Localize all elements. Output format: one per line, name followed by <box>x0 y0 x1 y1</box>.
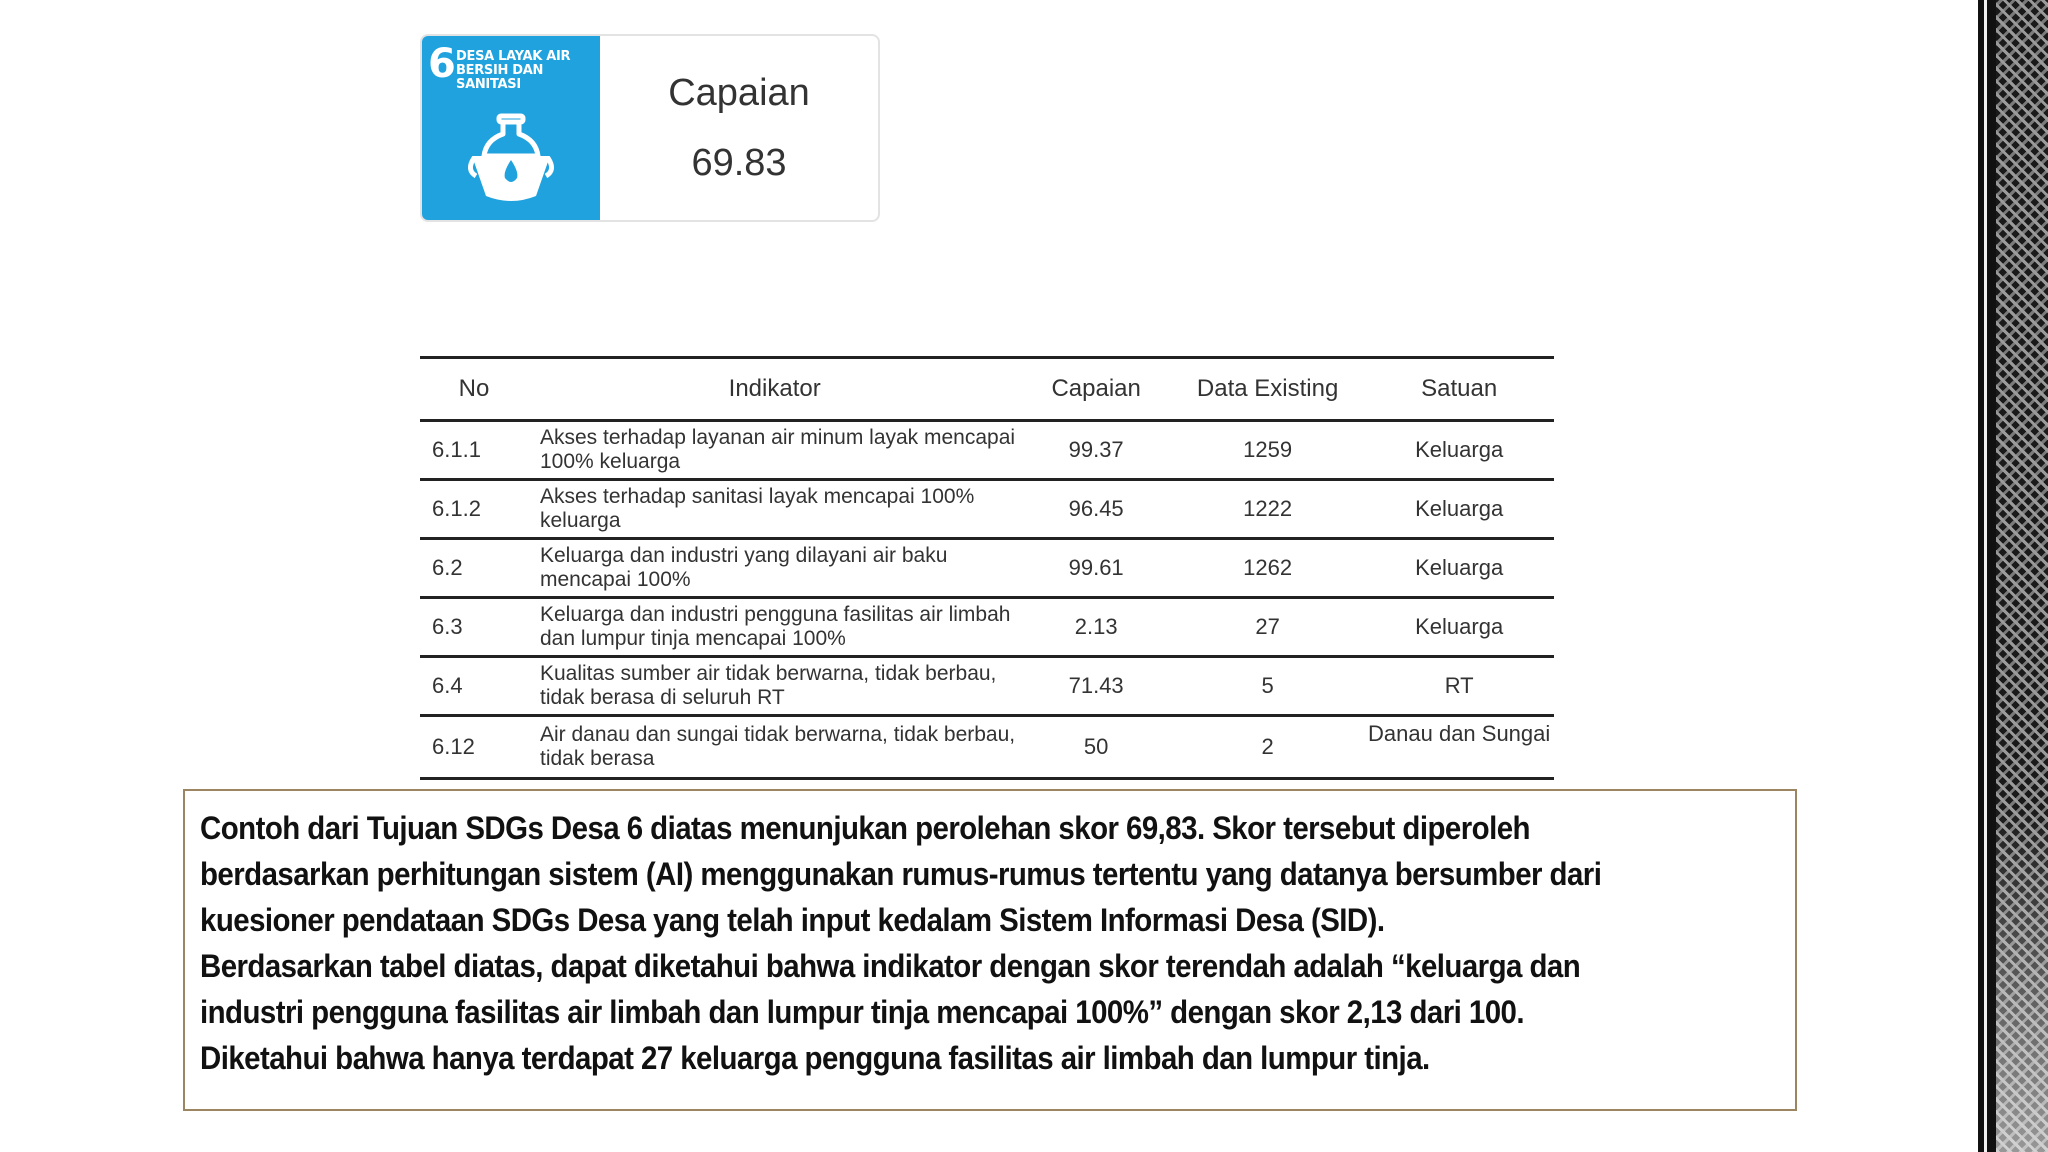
cell-indikator: Akses terhadap layanan air minum layak mencapai 100% keluarga <box>528 421 1021 480</box>
explanation-line: Diketahui bahwa hanya terdapat 27 keluarga pengguna fasilitas air limbah dan lumpur tinja. <box>200 1040 1430 1076</box>
cell-capaian: 71.43 <box>1021 657 1171 716</box>
capaian-value: 69.83 <box>691 142 787 184</box>
header-indikator: Indikator <box>528 358 1021 421</box>
cell-data-existing: 1259 <box>1171 421 1364 480</box>
explanation-line: Berdasarkan tabel diatas, dapat diketahui bahwa indikator dengan skor terendah adalah “keluarga dan <box>200 948 1581 984</box>
water-jug-icon <box>466 110 556 210</box>
cell-no: 6.2 <box>420 539 528 598</box>
cell-satuan: RT <box>1364 657 1554 716</box>
table-row <box>420 421 1554 480</box>
cell-no: 6.3 <box>420 598 528 657</box>
table-row <box>420 716 1554 779</box>
cell-data-existing: 2 <box>1171 716 1364 779</box>
capaian-label: Capaian <box>668 72 810 114</box>
table-row <box>420 539 1554 598</box>
explanation-line: kuesioner pendataan SDGs Desa yang telah input kedalam Sistem Informasi Desa (SID). <box>200 902 1385 938</box>
cell-data-existing: 5 <box>1171 657 1364 716</box>
header-satuan: Satuan <box>1364 358 1554 421</box>
cell-satuan: Danau dan Sungai <box>1364 716 1554 779</box>
indicator-table <box>420 356 1554 780</box>
explanation-line: berdasarkan perhitungan sistem (AI) menggunakan rumus-rumus tertentu yang datanya bersumber dari <box>200 856 1602 892</box>
cell-capaian: 2.13 <box>1021 598 1171 657</box>
explanation-line: industri pengguna fasilitas air limbah dan lumpur tinja mencapai 100%” dengan skor 2,13 dari 100. <box>200 994 1524 1030</box>
cell-no: 6.12 <box>420 716 528 779</box>
header-capaian: Capaian <box>1021 358 1171 421</box>
cell-capaian: 99.37 <box>1021 421 1171 480</box>
cell-indikator: Air danau dan sungai tidak berwarna, tidak berbau, tidak berasa <box>528 716 1021 779</box>
table-row <box>420 657 1554 716</box>
cell-capaian: 96.45 <box>1021 480 1171 539</box>
cell-indikator: Kualitas sumber air tidak berwarna, tidak berbau, tidak berasa di seluruh RT <box>528 657 1021 716</box>
decorative-side-strip <box>1978 0 2048 1152</box>
table-row <box>420 480 1554 539</box>
cell-satuan: Keluarga <box>1364 598 1554 657</box>
cell-capaian: 50 <box>1021 716 1171 779</box>
cell-data-existing: 1222 <box>1171 480 1364 539</box>
cell-data-existing: 27 <box>1171 598 1364 657</box>
cell-capaian: 99.61 <box>1021 539 1171 598</box>
sdg-goal-title: DESA LAYAK AIR BERSIH DAN SANITASI <box>456 49 571 92</box>
cell-indikator: Keluarga dan industri yang dilayani air baku mencapai 100% <box>528 539 1021 598</box>
explanation-box <box>183 789 1797 1111</box>
header-no: No <box>420 358 528 421</box>
sdg-goal-number: 6 <box>428 41 456 87</box>
cell-satuan: Keluarga <box>1364 539 1554 598</box>
table-row <box>420 598 1554 657</box>
header-data-existing: Data Existing <box>1171 358 1364 421</box>
cell-indikator: Akses terhadap sanitasi layak mencapai 100% keluarga <box>528 480 1021 539</box>
cell-no: 6.4 <box>420 657 528 716</box>
sdg-summary-card <box>420 34 880 222</box>
cell-no: 6.1.1 <box>420 421 528 480</box>
cell-no: 6.1.2 <box>420 480 528 539</box>
texture-fade <box>1996 0 2048 1152</box>
explanation-line: Contoh dari Tujuan SDGs Desa 6 diatas menunjukan perolehan skor 69,83. Skor tersebut diperoleh <box>200 810 1530 846</box>
divider <box>1984 0 1987 1152</box>
cell-indikator: Keluarga dan industri pengguna fasilitas air limbah dan lumpur tinja mencapai 100% <box>528 598 1021 657</box>
cell-data-existing: 1262 <box>1171 539 1364 598</box>
table-header-row <box>420 358 1554 421</box>
cell-satuan: Keluarga <box>1364 480 1554 539</box>
cell-satuan: Keluarga <box>1364 421 1554 480</box>
sdg-goal-tile <box>422 36 600 220</box>
